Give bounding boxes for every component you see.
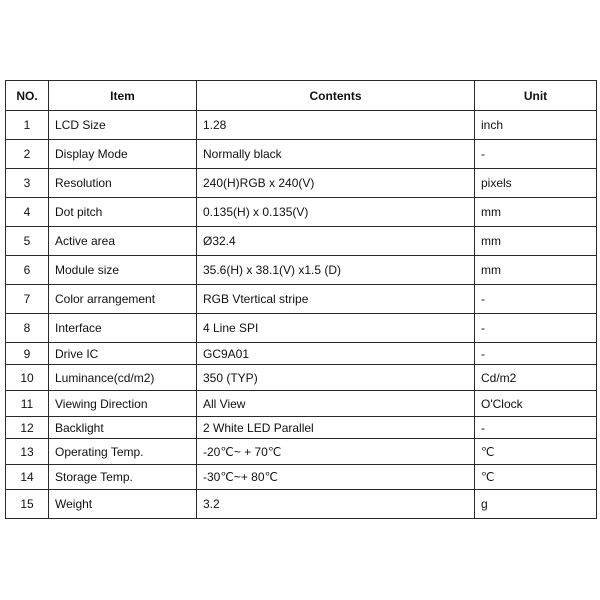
cell-unit: mm: [475, 198, 597, 227]
cell-contents: 35.6(H) x 38.1(V) x1.5 (D): [197, 256, 475, 285]
table-row: [6, 465, 597, 490]
table-row: [6, 169, 597, 198]
cell-unit: Cd/m2: [475, 365, 597, 391]
table-row: [6, 490, 597, 519]
cell-contents: Normally black: [197, 140, 475, 169]
cell-no: 15: [6, 490, 49, 519]
cell-item: Module size: [49, 256, 197, 285]
table-row: [6, 439, 597, 465]
cell-item: LCD Size: [49, 111, 197, 140]
header-item: Item: [49, 81, 197, 111]
table-row: [6, 285, 597, 314]
cell-unit: -: [475, 417, 597, 439]
table-row: [6, 365, 597, 391]
header-row: [6, 81, 597, 111]
cell-unit: -: [475, 285, 597, 314]
cell-no: 1: [6, 111, 49, 140]
cell-unit: -: [475, 140, 597, 169]
cell-unit: pixels: [475, 169, 597, 198]
cell-item: Active area: [49, 227, 197, 256]
table-row: [6, 111, 597, 140]
cell-no: 14: [6, 465, 49, 490]
table-row: [6, 140, 597, 169]
cell-unit: mm: [475, 227, 597, 256]
cell-unit: ℃: [475, 439, 597, 465]
cell-item: Viewing Direction: [49, 391, 197, 417]
cell-contents: 240(H)RGB x 240(V): [197, 169, 475, 198]
cell-item: Drive IC: [49, 343, 197, 365]
table-row: [6, 391, 597, 417]
header-contents: Contents: [197, 81, 475, 111]
cell-item: Interface: [49, 314, 197, 343]
cell-no: 6: [6, 256, 49, 285]
table-row: [6, 343, 597, 365]
cell-no: 8: [6, 314, 49, 343]
cell-no: 9: [6, 343, 49, 365]
cell-unit: -: [475, 343, 597, 365]
cell-item: Display Mode: [49, 140, 197, 169]
header-no: NO.: [6, 81, 49, 111]
header-unit: Unit: [475, 81, 597, 111]
cell-no: 10: [6, 365, 49, 391]
cell-contents: Ø32.4: [197, 227, 475, 256]
cell-no: 2: [6, 140, 49, 169]
cell-item: Luminance(cd/m2): [49, 365, 197, 391]
cell-item: Operating Temp.: [49, 439, 197, 465]
cell-no: 4: [6, 198, 49, 227]
table-row: [6, 417, 597, 439]
cell-contents: All View: [197, 391, 475, 417]
cell-item: Backlight: [49, 417, 197, 439]
cell-item: Storage Temp.: [49, 465, 197, 490]
table-row: [6, 198, 597, 227]
cell-unit: mm: [475, 256, 597, 285]
cell-no: 3: [6, 169, 49, 198]
cell-no: 12: [6, 417, 49, 439]
cell-no: 5: [6, 227, 49, 256]
cell-contents: 1.28: [197, 111, 475, 140]
cell-no: 7: [6, 285, 49, 314]
cell-no: 13: [6, 439, 49, 465]
cell-contents: -30℃~+ 80℃: [197, 465, 475, 490]
cell-contents: -20℃~ + 70℃: [197, 439, 475, 465]
cell-contents: 3.2: [197, 490, 475, 519]
table-row: [6, 256, 597, 285]
cell-contents: 4 Line SPI: [197, 314, 475, 343]
cell-unit: O'Clock: [475, 391, 597, 417]
cell-contents: 0.135(H) x 0.135(V): [197, 198, 475, 227]
table-row: [6, 227, 597, 256]
cell-unit: ℃: [475, 465, 597, 490]
cell-contents: RGB Vtertical stripe: [197, 285, 475, 314]
spec-table: [5, 80, 597, 519]
cell-unit: inch: [475, 111, 597, 140]
cell-item: Dot pitch: [49, 198, 197, 227]
cell-unit: -: [475, 314, 597, 343]
cell-contents: GC9A01: [197, 343, 475, 365]
cell-item: Resolution: [49, 169, 197, 198]
cell-contents: 2 White LED Parallel: [197, 417, 475, 439]
spec-body: [6, 111, 597, 519]
cell-contents: 350 (TYP): [197, 365, 475, 391]
cell-unit: g: [475, 490, 597, 519]
table-row: [6, 314, 597, 343]
cell-item: Color arrangement: [49, 285, 197, 314]
cell-no: 11: [6, 391, 49, 417]
cell-item: Weight: [49, 490, 197, 519]
